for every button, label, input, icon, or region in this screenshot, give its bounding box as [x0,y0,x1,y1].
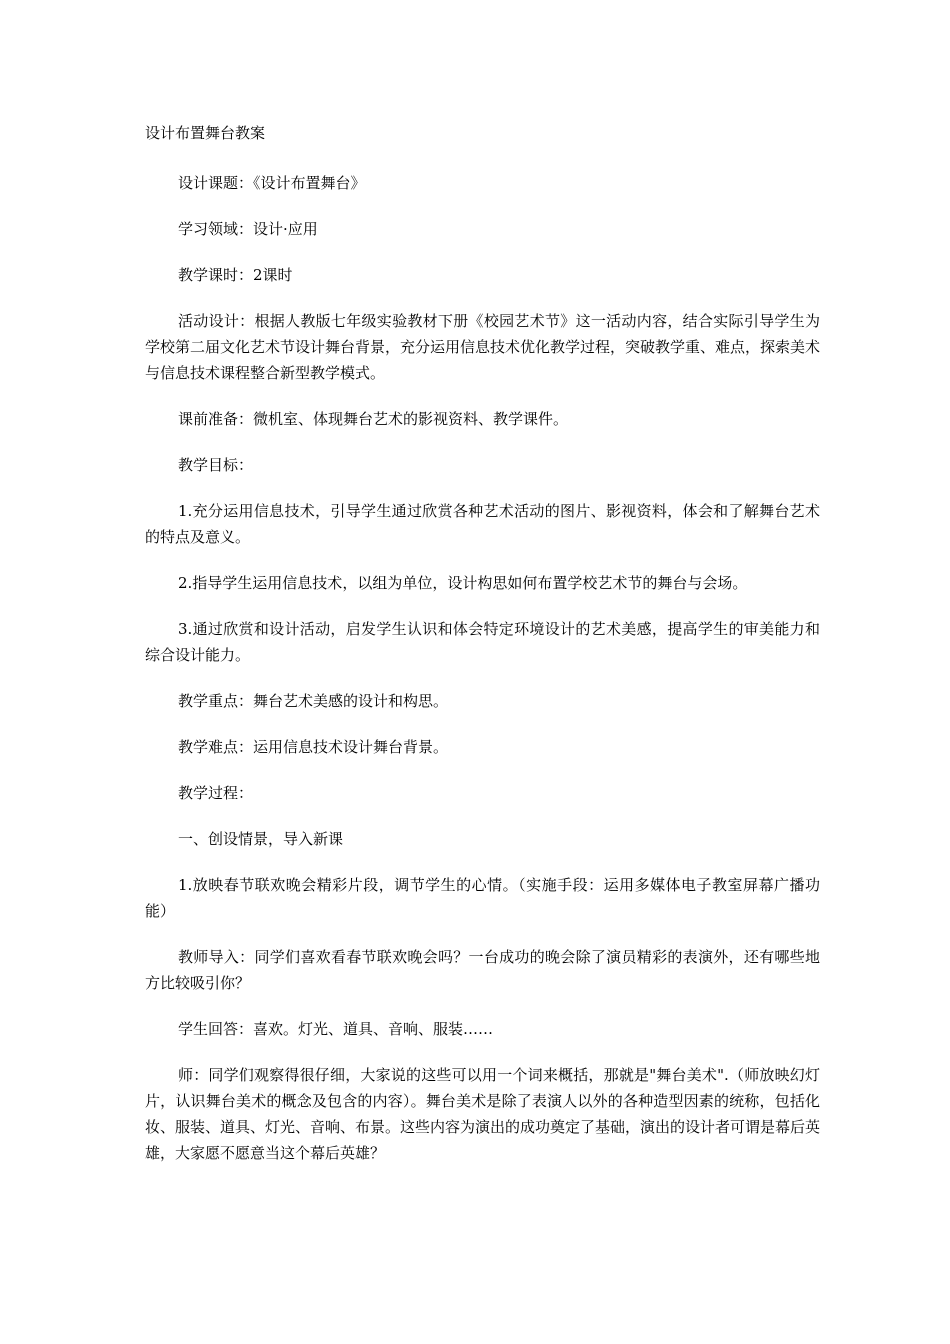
paragraph-student-answer: 学生回答：喜欢。灯光、道具、音响、服装…… [178,1020,494,1038]
paragraph-teacher-explanation: 师：同学们观察得很仔细，大家说的这些可以用一个词来概括，那就是"舞台美术".（师放映幻灯片，认识舞台美术的概念及包含的内容）。舞台美术是除了表演人以外的各种造型因素的统称，包括化妆、服装、道具、灯光、音响、布景。这些内容为演出的成功奠定了基础，演出的设计者可谓是幕后英雄，大家愿不愿意当这个幕后英雄？ [145,1066,821,1162]
paragraph-objective-2: 2.指导学生运用信息技术，以组为单位，设计构思如何布置学校艺术节的舞台与会场。 [178,574,748,592]
paragraph-objective-1: 1.充分运用信息技术，引导学生通过欣赏各种艺术活动的图片、影视资料，体会和了解舞台艺术的特点及意义。 [145,502,820,546]
paragraph-key-point: 教学重点：舞台艺术美感的设计和构思。 [178,692,449,710]
paragraph-step-1: 1.放映春节联欢晚会精彩片段，调节学生的心情。（实施手段：运用多媒体电子教室屏幕广播功能） [145,876,820,920]
paragraph-objectives-heading: 教学目标： [178,456,254,474]
paragraph-preparation: 课前准备：微机室、体现舞台艺术的影视资料、教学课件。 [178,410,569,428]
paragraph-hours: 教学课时：2课时 [178,266,293,284]
paragraph-process-heading: 教学过程： [178,784,254,802]
paragraph-field: 学习领域：设计·应用 [178,220,318,238]
paragraph-topic: 设计课题：《设计布置舞台》 [178,174,366,192]
document-title: 设计布置舞台教案 [145,124,266,142]
paragraph-teacher-intro: 教师导入：同学们喜欢看春节联欢晚会吗？一台成功的晚会除了演员精彩的表演外，还有哪些地方比较吸引你？ [145,948,820,992]
paragraph-section-1-heading: 一、创设情景，导入新课 [178,830,344,848]
document-page [145,120,820,1186]
paragraph-objective-3: 3.通过欣赏和设计活动，启发学生认识和体会特定环境设计的艺术美感，提高学生的审美能力和综合设计能力。 [145,620,820,664]
paragraph-difficulty: 教学难点：运用信息技术设计舞台背景。 [178,738,449,756]
paragraph-activity-design: 活动设计：根据人教版七年级实验教材下册《校园艺术节》这一活动内容，结合实际引导学生为学校第二届文化艺术节设计舞台背景，充分运用信息技术优化教学过程，突破教学重、难点，探索美术与信息技术课程整合新型教学模式。 [145,312,821,382]
